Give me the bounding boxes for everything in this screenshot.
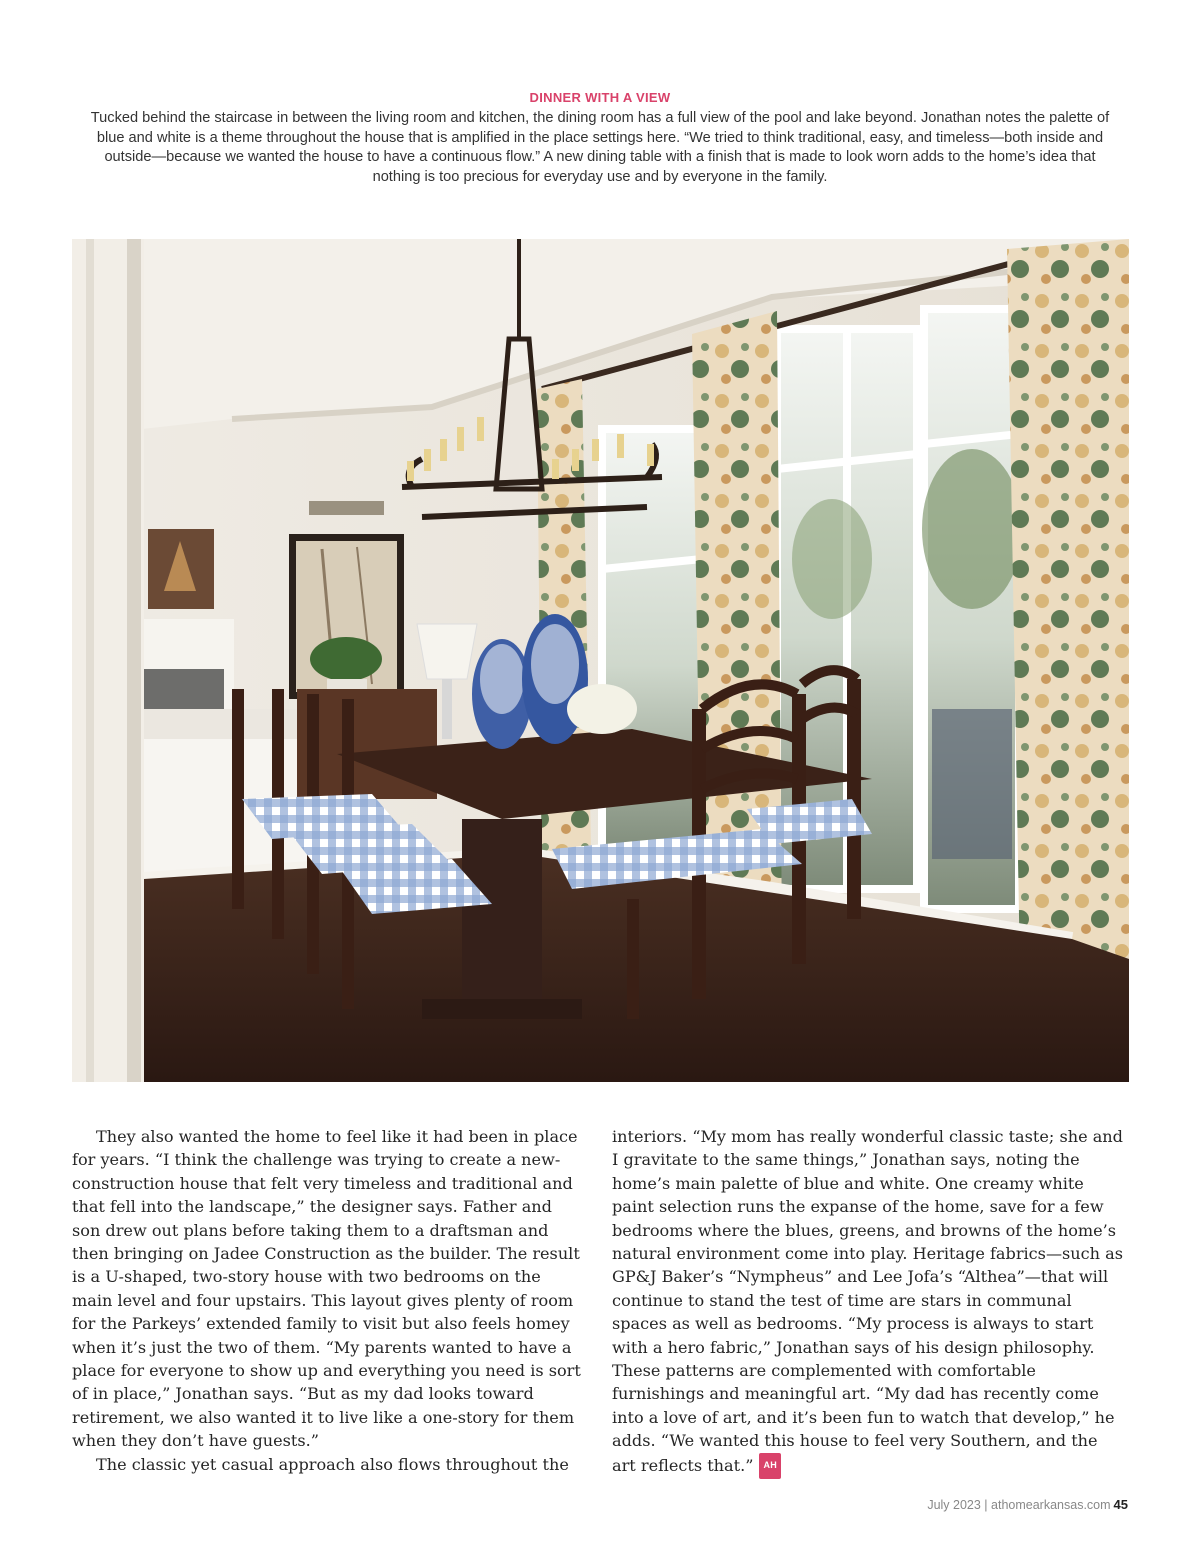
photo-caption: [80, 90, 1120, 187]
caption-title: DINNER WITH A VIEW: [529, 90, 671, 105]
article-paragraph: They also wanted the home to feel like it had been in place for years. “I think the challenge was trying to create a new-construction house that felt very timeless and traditional and that fell into the landscape,” the designer says. Father and son drew out plans before taking them to a draftsman and then bringing on Jadee Construction as the builder. The result is a U-shaped, two-story house with two bedrooms on the main level and four upstairs. This layout gives plenty of room for the Parkeys’ extended family to visit but also feels homey when it’s just the two of them. “My parents wanted to have a place for everyone to show up and everything you need is sort of in place,” Jonathan says. “But as my dad looks toward retirement, we also wanted it to live like a one-story for them when they don’t have guests.”: [72, 1127, 581, 1451]
end-mark-badge: AH: [759, 1453, 781, 1479]
caption-text: Tucked behind the staircase in between the living room and kitchen, the dining room has a full view of the pool and lake beyond. Jonathan notes the palette of blue and white is a theme throughout the house that is amplified in the place settings here. “We tried to think traditional, easy, and timeless—both inside and outside—because we wanted the house to have a continuous flow.” A new dining table with a finish that is made to look worn adds to the home’s idea that nothing is too precious for everyday use and by everyone in the family.: [90, 110, 1110, 185]
dining-room-photo: [72, 239, 1129, 1082]
footer-issue: July 2023 | athomearkansas.com: [927, 1498, 1111, 1512]
article-text: interiors. “My mom has really wonderful classic taste; she and I gravitate to the same things,” Jonathan says, noting the home’s main palette of blue and white. One creamy white paint selection runs the expanse of the home, save for a few bedrooms where the blues, greens, and browns of the home’s natural environment come into play. Heritage fabrics—such as GP&J Baker’s “Nympheus” and Lee Jofa’s “Althea”—that will continue to stand the test of time are stars in communal spaces as well as bedrooms. “My process is always to start with a hero fabric,” Jonathan says of his design philosophy. These patterns are complemented with comfortable furnishings and meaningful art. “My dad has recently come into a love of art, and it’s been fun to watch that develop,” he adds. “We wanted this house to feel very Southern, and the art reflects that.”: [612, 1127, 1124, 1475]
page-footer: [927, 1497, 1128, 1512]
article-column-left: [72, 1125, 584, 1476]
page-number: 45: [1113, 1497, 1128, 1512]
article-paragraph: The classic yet casual approach also flows throughout the: [96, 1454, 569, 1474]
article-paragraph: [612, 1125, 1124, 1479]
article-column-right: [612, 1125, 1124, 1479]
